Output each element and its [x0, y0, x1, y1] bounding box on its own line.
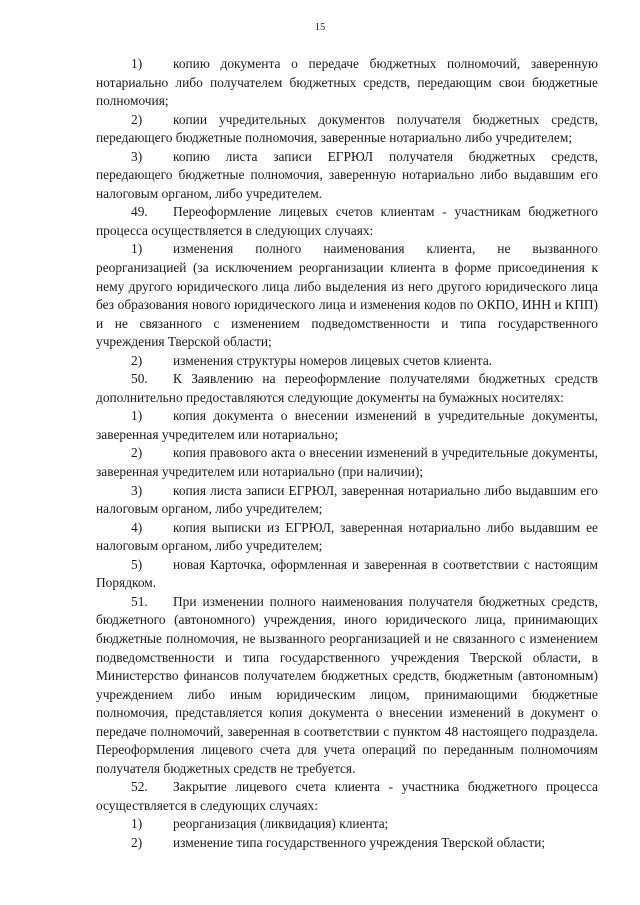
clause-text: Переоформление лицевых счетов клиентам - участникам бюджетного процесса осуществляется в следующих случаях:	[96, 204, 598, 238]
list-item-3	[96, 148, 598, 204]
clause-52	[96, 778, 598, 815]
item-text: копия документа о внесении изменений в учредительные документы, заверенная учредителем или нотариально;	[96, 408, 598, 442]
clause-number: 50.	[131, 371, 148, 387]
list-item-3	[96, 482, 598, 519]
list-item-5	[96, 556, 598, 593]
list-item-2	[96, 444, 598, 481]
document-body	[96, 55, 598, 853]
item-number: 1)	[131, 56, 143, 71]
clause-49	[96, 203, 598, 240]
item-text: изменения структуры номеров лицевых счетов клиента.	[173, 352, 493, 368]
clause-text: Закрытие лицевого счета клиента - участника бюджетного процесса осуществляется в следующих случаях:	[96, 779, 598, 813]
item-text: копия правового акта о внесении изменений в учредительные документы, заверенная учредителем или нотариально (при наличии);	[96, 445, 598, 480]
item-text: изменения полного наименования клиента, не вызванного реорганизацией (за исключением реорганизации клиента в форме присоединения к нему другого юридического лица либо выделения из него другого юридического лица без образования нового юридического лица и изменения кодов по ОКПО, ИНН и КПП) и не связанного с изменением подведомственности и типа государственного учреждения Тверской области;	[96, 241, 598, 350]
list-item-1	[96, 240, 598, 351]
clause-51	[96, 593, 598, 778]
list-item-2	[96, 111, 598, 148]
item-number: 1)	[131, 408, 143, 424]
list-item-1	[96, 55, 598, 111]
item-number: 1)	[131, 241, 143, 257]
item-text: копия выписки из ЕГРЮЛ, заверенная нотариально либо выдавшим ее налоговым органом, либо учредителем;	[96, 519, 598, 554]
item-text: копии учредительных документов получателя бюджетных средств, передающего бюджетные полномочия, заверенные нотариально либо учредителем;	[96, 111, 598, 146]
item-text: реорганизация (ликвидация) клиента;	[173, 816, 389, 832]
list-item-2	[96, 834, 598, 853]
item-number: 2)	[131, 352, 143, 368]
item-number: 3)	[131, 148, 143, 164]
list-item-4	[96, 519, 598, 556]
item-number: 2)	[131, 445, 143, 461]
clause-50	[96, 370, 598, 407]
item-text: новая Карточка, оформленная и заверенная в соответствии с настоящим Порядком.	[96, 556, 598, 591]
item-text: копия листа записи ЕГРЮЛ, заверенная нотариально либо выдавшим его налоговым органом, либо учредителем;	[96, 482, 598, 517]
item-text: изменение типа государственного учреждения Тверской области;	[173, 834, 546, 850]
list-item-1	[96, 815, 598, 834]
item-number: 3)	[131, 482, 143, 498]
item-text: копию документа о передаче бюджетных полномочий, заверенную нотариально либо получателем бюджетных средств, передающим свои бюджетные полномочия;	[96, 56, 598, 109]
item-number: 4)	[131, 519, 143, 535]
clause-text: К Заявлению на переоформление получателями бюджетных средств дополнительно предоставляются следующие документы на бумажных носителях:	[96, 371, 598, 405]
clause-number: 49.	[131, 204, 148, 220]
clause-number: 52.	[131, 779, 148, 795]
item-text: копию листа записи ЕГРЮЛ получателя бюджетных средств, передающего бюджетные полномочия, заверенную нотариально либо выдавшим его налоговым органом, либо учредителем.	[96, 148, 598, 201]
item-number: 2)	[131, 111, 143, 127]
item-number: 5)	[131, 556, 143, 572]
list-item-1	[96, 407, 598, 444]
item-number: 1)	[131, 816, 143, 832]
page-number: 15	[314, 22, 326, 33]
item-number: 2)	[131, 834, 143, 850]
list-item-2	[96, 352, 598, 371]
clause-text: При изменении полного наименования получателя бюджетных средств, бюджетного (автономного) учреждения, иного юридического лица, принимающих бюджетные полномочия, не вызванного реорганизацией и не связанного с изменением подведомственности и типа государственного учреждения Тверской области, в Министерство финансов получателем бюджетных средств, бюджетным (автономным) учреждением либо иным юридическим лицом, принимающими бюджетные полномочия, представляется копия документа о внесении изменений в документ о передаче полномочий, заверенная в соответствии с пунктом 48 настоящего подраздела. Переоформления лицевого счета для учета операций по переданным полномочиям получателя бюджетных средств не требуется.	[96, 593, 598, 776]
clause-number: 51.	[131, 593, 148, 609]
